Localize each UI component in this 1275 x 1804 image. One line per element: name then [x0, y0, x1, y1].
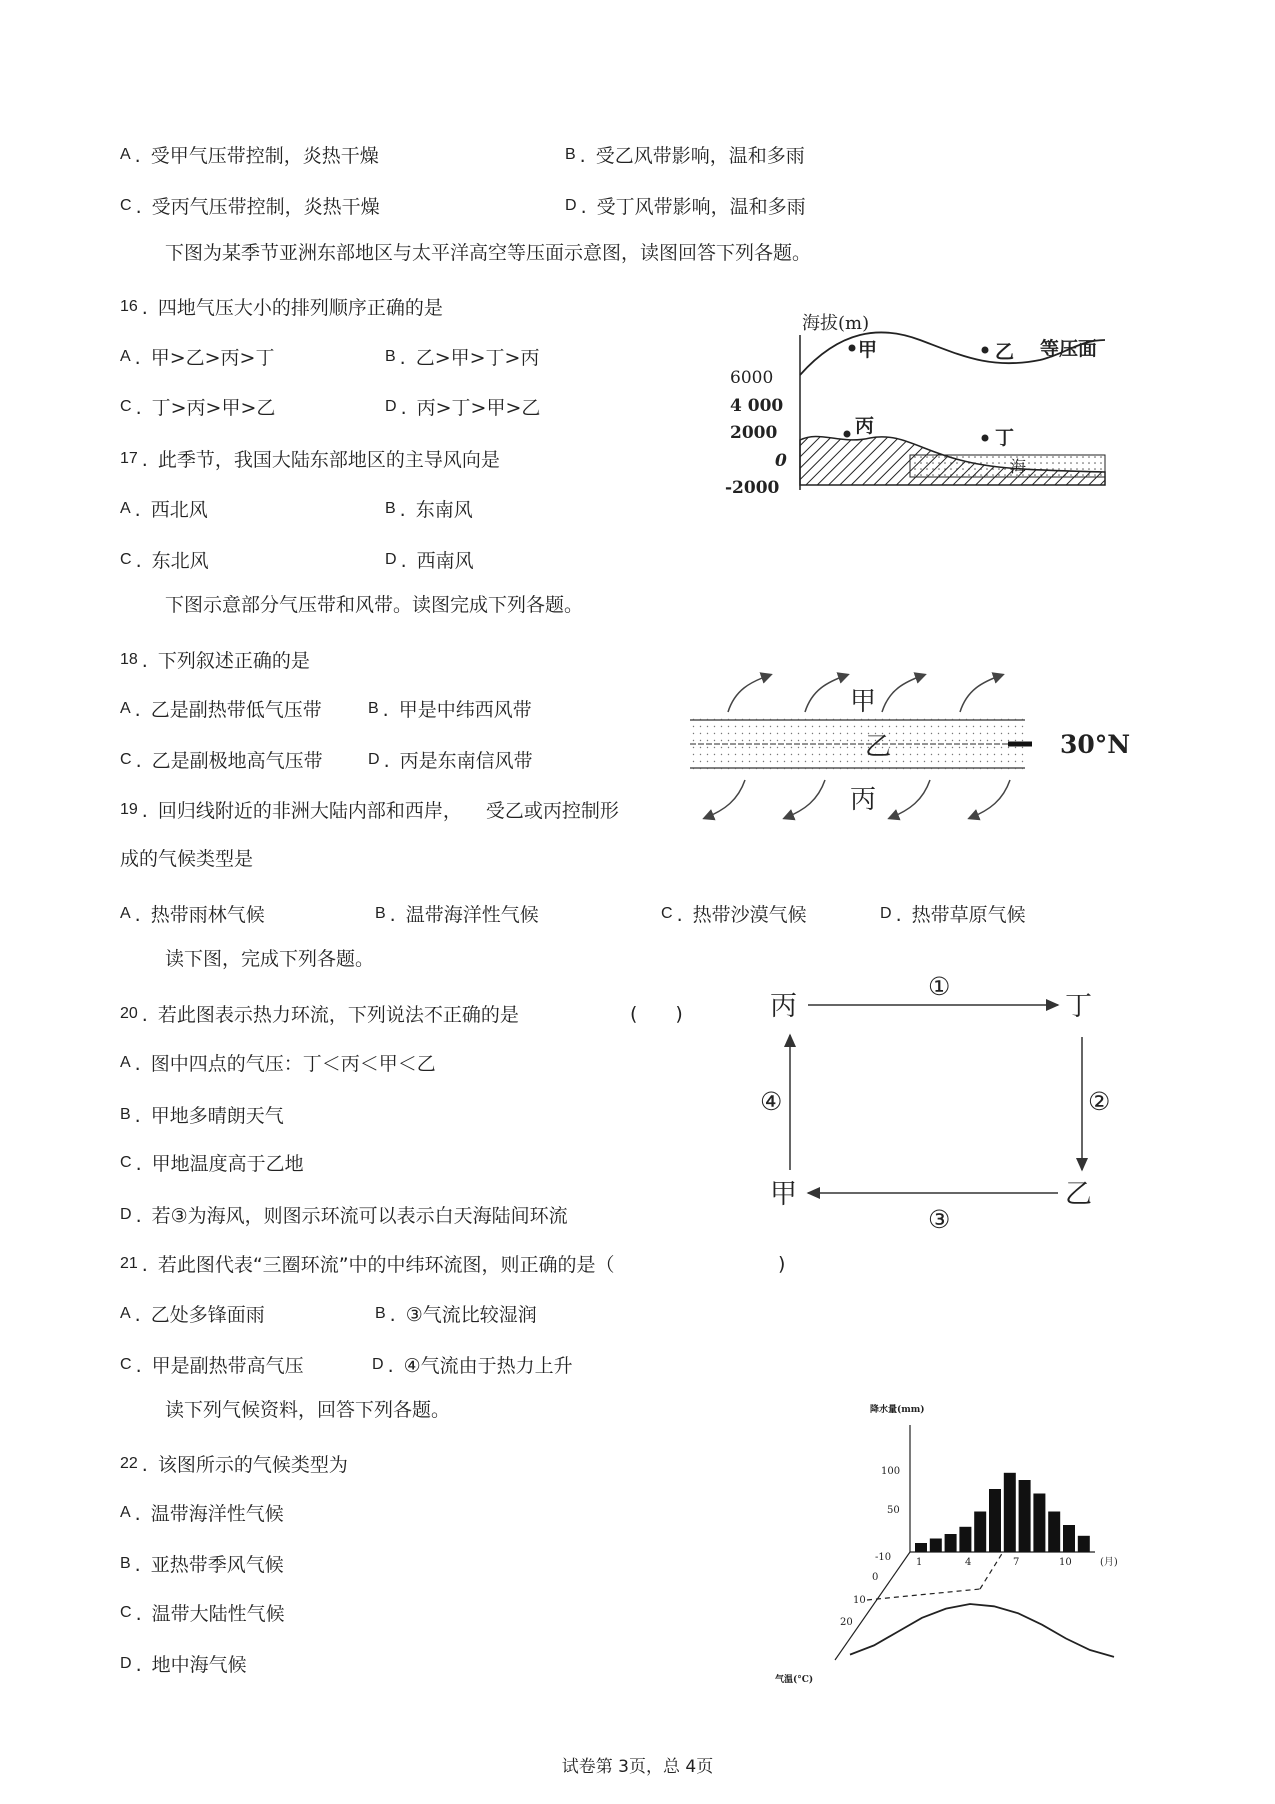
- q21-option-b: B . ③气流比较湿润: [375, 1304, 537, 1326]
- q19-option-a: A . 热带雨林气候: [120, 904, 265, 926]
- belt-label-bing: 丙: [850, 785, 877, 815]
- option-letter: C: [120, 1154, 132, 1171]
- q18-option-d: D . 丙是东南信风带: [368, 750, 533, 772]
- q19-option-d: D . 热带草原气候: [880, 904, 1026, 926]
- option-text: 甲>乙>丙>丁: [150, 347, 275, 369]
- precip-tick-50: 50: [887, 1505, 900, 1516]
- precip-bar-month-10: [1048, 1512, 1060, 1553]
- option-letter: D: [565, 197, 577, 214]
- temp-tick-10: 10: [853, 1595, 866, 1606]
- option-letter: A: [120, 348, 131, 365]
- option-text: 丙是东南信风带: [399, 750, 533, 772]
- tick-6000: 6000: [730, 368, 774, 388]
- point-jia-dot: [849, 345, 856, 352]
- question-text: 回归线附近的非洲大陆内部和西岸，: [157, 800, 462, 822]
- option-letter: B: [375, 1305, 386, 1322]
- q20-option-b: B . 甲地多晴朗天气: [120, 1105, 284, 1127]
- question-text: 若此图表示热力环流，下列说法不正确的是: [157, 1004, 519, 1026]
- precip-bar-month-2: [930, 1539, 942, 1553]
- intro-text-4: 读下列气候资料，回答下列各题。: [165, 1399, 451, 1421]
- month-tick-1: 1: [916, 1557, 923, 1568]
- q16-option-c: C . 丁>丙>甲>乙: [120, 397, 276, 419]
- point-yi-dot: [982, 347, 989, 354]
- option-text: 若③为海风，则图示环流可以表示白天海陆间环流: [151, 1205, 568, 1227]
- sea-label: 海: [1010, 457, 1027, 476]
- dashed-guide-h: [867, 1589, 980, 1600]
- pressure-wind-belt-diagram: [690, 660, 1160, 835]
- q22-option-d: D . 地中海气候: [120, 1654, 247, 1676]
- option-text: 西北风: [150, 499, 208, 521]
- q17-option-c: C . 东北风: [120, 550, 209, 572]
- q19-option-c: C . 热带沙漠气候: [661, 904, 807, 926]
- tick-2000: 2000: [730, 423, 778, 443]
- option-letter: A: [120, 146, 131, 163]
- option-text: 乙是副热带低气压带: [150, 699, 322, 721]
- option-text: 温带大陆性气候: [151, 1603, 285, 1625]
- wind-arrow-up-1: [728, 675, 770, 712]
- q16-stem: 16 . 四地气压大小的排列顺序正确的是: [120, 297, 443, 319]
- question-text: 四地气压大小的排列顺序正确的是: [157, 297, 443, 319]
- arrow-label-4: ④: [760, 1087, 783, 1116]
- q20-option-d: D . 若③为海风，则图示环流可以表示白天海陆间环流: [120, 1205, 568, 1227]
- question-number: 18: [120, 651, 138, 668]
- option-letter: C: [120, 197, 132, 214]
- temp-axis: [835, 1552, 910, 1660]
- q22-option-a: A . 温带海洋性气候: [120, 1503, 284, 1525]
- q17-stem: 17 . 此季节，我国大陆东部地区的主导风向是: [120, 449, 500, 471]
- option-text: ③气流比较湿润: [405, 1304, 537, 1326]
- option-letter: D: [120, 1206, 132, 1223]
- tick-4000: 4 000: [730, 396, 784, 416]
- option-letter: A: [120, 1504, 131, 1521]
- q19-stem-line2: 成的气候类型是: [120, 848, 254, 870]
- question-text: 该图所示的气候类型为: [157, 1454, 348, 1476]
- month-tick-7: 7: [1013, 1557, 1020, 1568]
- option-letter: B: [120, 1555, 131, 1572]
- option-text: 受丙气压带控制，炎热干燥: [151, 196, 380, 218]
- q20-stem: 20 . 若此图表示热力环流，下列说法不正确的是: [120, 1004, 519, 1026]
- option-text: 甲是副热带高气压: [151, 1355, 304, 1377]
- wind-arrow-down-4: [970, 780, 1010, 818]
- option-text: 丙>丁>甲>乙: [416, 397, 541, 419]
- question-number: 22: [120, 1455, 138, 1472]
- tick-neg2000: -2000: [725, 478, 780, 498]
- q18-option-b: B . 甲是中纬西风带: [368, 699, 532, 721]
- month-tick-4: 4: [965, 1557, 972, 1568]
- precip-bar-month-12: [1078, 1536, 1090, 1552]
- precip-tick-100: 100: [881, 1466, 901, 1477]
- corner-jia: 甲: [770, 1179, 797, 1210]
- option-text: 地中海气候: [151, 1654, 247, 1676]
- option-letter: B: [565, 146, 576, 163]
- option-letter: D: [120, 1655, 132, 1672]
- option-text: 乙是副极地高气压带: [151, 750, 323, 772]
- precip-bar-month-11: [1063, 1525, 1075, 1552]
- option-text: 热带雨林气候: [150, 904, 265, 926]
- option-text: 西南风: [416, 550, 474, 572]
- q15-option-d: D . 受丁风带影响，温和多雨: [565, 196, 806, 218]
- option-letter: B: [385, 500, 396, 517]
- wind-arrow-down-1: [705, 780, 745, 818]
- q22-option-c: C . 温带大陆性气候: [120, 1603, 285, 1625]
- option-text: 甲地温度高于乙地: [151, 1153, 304, 1175]
- option-letter: D: [880, 905, 892, 922]
- q18-option-a: A . 乙是副热带低气压带: [120, 699, 322, 721]
- arrow-label-2: ②: [1088, 1087, 1111, 1116]
- q20-option-c: C . 甲地温度高于乙地: [120, 1153, 304, 1175]
- option-text: 乙>甲>丁>丙: [415, 347, 540, 369]
- option-letter: B: [385, 348, 396, 365]
- question-number: 19: [120, 801, 138, 818]
- q18-stem: 18 . 下列叙述正确的是: [120, 650, 310, 672]
- q19-stem: 19 . 回归线附近的非洲大陆内部和西岸， 受乙或丙控制形: [120, 800, 619, 822]
- q20-answer-paren: ( ): [630, 1003, 683, 1025]
- q22-option-b: B . 亚热带季风气候: [120, 1554, 284, 1576]
- corner-yi: 乙: [1065, 1179, 1092, 1210]
- arrow-label-1: ①: [928, 972, 951, 1001]
- arrow-label-3: ③: [928, 1205, 951, 1234]
- isobar-diagram: [720, 310, 1120, 510]
- temp-tick-0: 0: [872, 1572, 879, 1583]
- month-unit-label: (月): [1100, 1557, 1118, 1568]
- intro-text-2: 下图示意部分气压带和风带。读图完成下列各题。: [165, 594, 584, 616]
- option-letter: A: [120, 700, 131, 717]
- wind-arrow-up-3: [882, 675, 924, 712]
- intro-text-1: 下图为某季节亚洲东部地区与太平洋高空等压面示意图，读图回答下列各题。: [165, 242, 812, 264]
- option-letter: D: [385, 551, 397, 568]
- option-letter: A: [120, 905, 131, 922]
- temp-tick-neg10: -10: [875, 1552, 892, 1563]
- q18-option-c: C . 乙是副极地高气压带: [120, 750, 323, 772]
- question-number: 20: [120, 1005, 138, 1022]
- option-letter: A: [120, 1305, 131, 1322]
- option-letter: A: [120, 1054, 131, 1071]
- option-text: 温带海洋性气候: [150, 1503, 284, 1525]
- option-letter: D: [368, 751, 380, 768]
- q21-option-c: C . 甲是副热带高气压: [120, 1355, 304, 1377]
- q16-option-d: D . 丙>丁>甲>乙: [385, 397, 541, 419]
- question-text: 若此图代表“三圈环流”中的中纬环流图，则正确的是（: [157, 1254, 615, 1276]
- option-text: 甲是中纬西风带: [398, 699, 532, 721]
- option-letter: C: [120, 1356, 132, 1373]
- point-yi-label: 乙: [995, 341, 1015, 363]
- dashed-guide-v: [980, 1552, 1003, 1589]
- q22-stem: 22 . 该图所示的气候类型为: [120, 1454, 348, 1476]
- precip-bar-month-8: [1019, 1480, 1031, 1552]
- option-text: 受甲气压带控制，炎热干燥: [150, 145, 379, 167]
- precip-bar-month-7: [1004, 1473, 1016, 1552]
- option-letter: C: [120, 751, 132, 768]
- intro-text-3: 读下图，完成下列各题。: [165, 948, 375, 970]
- corner-bing: 丙: [770, 991, 797, 1022]
- option-letter: B: [375, 905, 386, 922]
- precip-bar-month-5: [974, 1512, 986, 1553]
- wind-arrow-down-2: [785, 780, 825, 818]
- wind-arrow-up-2: [805, 675, 847, 712]
- precip-bar-month-3: [945, 1534, 957, 1552]
- option-text: 亚热带季风气候: [150, 1554, 284, 1576]
- point-ding-dot: [982, 435, 989, 442]
- option-text: 东南风: [415, 499, 473, 521]
- q16-option-a: A . 甲>乙>丙>丁: [120, 347, 275, 369]
- climate-chart: [775, 1400, 1145, 1690]
- precip-bars: [915, 1473, 1090, 1552]
- option-text: 丁>丙>甲>乙: [151, 397, 276, 419]
- belt-label-jia: 甲: [850, 687, 877, 717]
- isobaric-surface-label: 等压面: [1040, 338, 1098, 360]
- q19-option-b: B . 温带海洋性气候: [375, 904, 539, 926]
- latitude-label: 30°N: [1060, 730, 1131, 759]
- option-text: 图中四点的气压：丁＜丙＜甲＜乙: [150, 1053, 436, 1075]
- option-letter: B: [368, 700, 379, 717]
- option-letter: C: [661, 905, 673, 922]
- corner-ding: 丁: [1065, 991, 1092, 1022]
- option-letter: C: [120, 1604, 132, 1621]
- point-bing-label: 丙: [855, 415, 875, 437]
- q15-option-b: B . 受乙风带影响，温和多雨: [565, 145, 805, 167]
- option-letter: D: [385, 398, 397, 415]
- question-number: 16: [120, 298, 138, 315]
- q21-option-a: A . 乙处多锋面雨: [120, 1304, 265, 1326]
- q17-option-a: A . 西北风: [120, 499, 208, 521]
- question-text-cont: 受乙或丙控制形: [485, 800, 619, 822]
- option-text: 热带沙漠气候: [692, 904, 807, 926]
- option-letter: B: [120, 1106, 131, 1123]
- circulation-diagram: [760, 965, 1120, 1235]
- q17-option-d: D . 西南风: [385, 550, 474, 572]
- wind-arrow-up-4: [960, 675, 1002, 712]
- belt-label-yi: 乙: [865, 732, 892, 762]
- q21-stem: 21 . 若此图代表“三圈环流”中的中纬环流图，则正确的是（: [120, 1254, 615, 1276]
- q17-option-b: B . 东南风: [385, 499, 473, 521]
- temperature-curve: [850, 1604, 1114, 1657]
- q21-answer-paren-close: ): [778, 1253, 786, 1275]
- precip-bar-month-6: [989, 1489, 1001, 1552]
- option-text: ④气流由于热力上升: [403, 1355, 573, 1377]
- precip-bar-month-9: [1033, 1494, 1045, 1553]
- question-text: 下列叙述正确的是: [157, 650, 310, 672]
- option-text: 乙处多锋面雨: [150, 1304, 265, 1326]
- option-letter: D: [372, 1356, 384, 1373]
- tick-0: 0: [775, 451, 787, 471]
- wind-arrow-down-3: [890, 780, 930, 818]
- point-ding-label: 丁: [995, 427, 1015, 449]
- point-jia-label: 甲: [858, 339, 878, 361]
- option-text: 受乙风带影响，温和多雨: [595, 145, 805, 167]
- option-letter: C: [120, 398, 132, 415]
- option-text: 热带草原气候: [911, 904, 1026, 926]
- temp-axis-label: 气温(°C): [775, 1675, 814, 1685]
- question-number: 21: [120, 1255, 138, 1272]
- option-text: 温带海洋性气候: [405, 904, 539, 926]
- precip-bar-month-1: [915, 1543, 927, 1552]
- precip-axis-label: 降水量(mm): [870, 1405, 925, 1415]
- option-text: 东北风: [151, 550, 209, 572]
- y-axis-label: 海拔(m): [802, 313, 870, 334]
- q20-option-a: A . 图中四点的气压：丁＜丙＜甲＜乙: [120, 1053, 436, 1075]
- question-number: 17: [120, 450, 138, 467]
- q21-option-d: D . ④气流由于热力上升: [372, 1355, 573, 1377]
- q16-option-b: B . 乙>甲>丁>丙: [385, 347, 540, 369]
- month-tick-10: 10: [1059, 1557, 1072, 1568]
- precip-bar-month-4: [959, 1527, 971, 1552]
- question-text: 此季节，我国大陆东部地区的主导风向是: [157, 449, 500, 471]
- option-letter: A: [120, 500, 131, 517]
- q15-option-c: C . 受丙气压带控制，炎热干燥: [120, 196, 380, 218]
- option-text: 受丁风带影响，温和多雨: [596, 196, 806, 218]
- temp-tick-20: 20: [840, 1617, 853, 1628]
- page-footer: 试卷第 3页，总 4页: [561, 1757, 714, 1777]
- q15-option-a: A . 受甲气压带控制，炎热干燥: [120, 145, 379, 167]
- option-text: 甲地多晴朗天气: [150, 1105, 284, 1127]
- point-bing-dot: [844, 431, 851, 438]
- option-letter: C: [120, 551, 132, 568]
